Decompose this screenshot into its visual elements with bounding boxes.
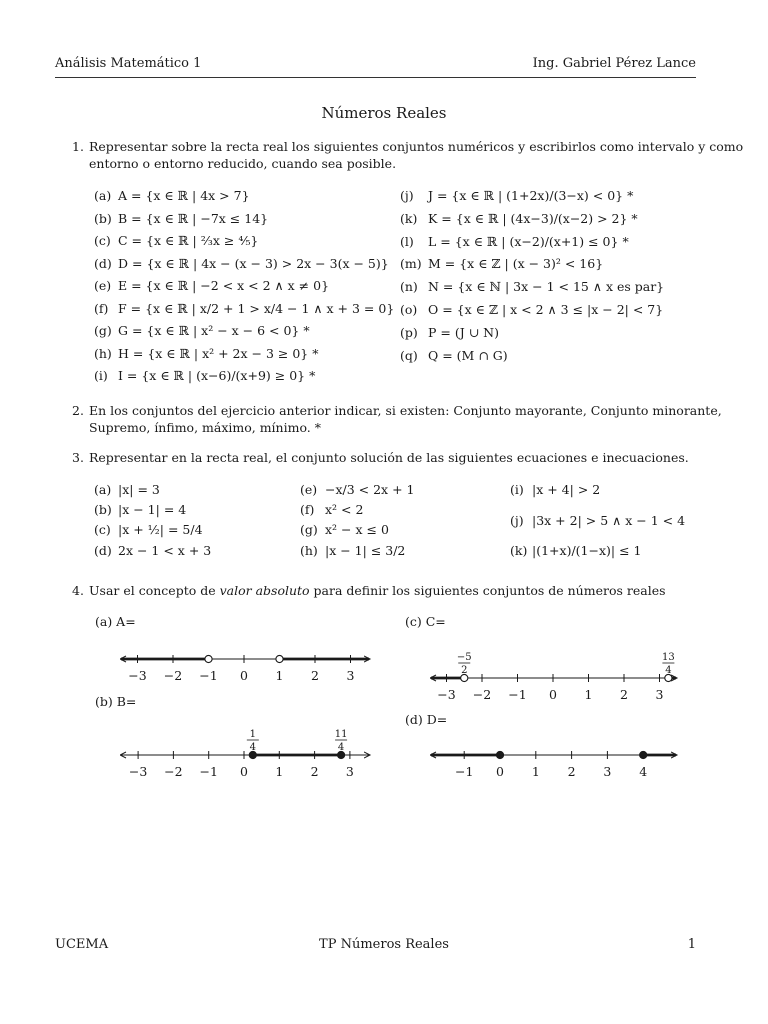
tick-label: −1 — [508, 687, 527, 702]
tick-label: 2 — [311, 668, 319, 683]
tick-label: 2 — [310, 764, 319, 779]
ex1-left-item-expression: I = {x ∈ ℝ | (x−6)/(x+9) ≥ 0} * — [118, 368, 316, 383]
ex1-right-item-expression: J = {x ∈ ℝ | (1+2x)/(3−x) < 0} * — [428, 188, 634, 203]
ex1-right-item-label: (o) — [400, 302, 418, 317]
tick-label: 0 — [549, 687, 557, 702]
ex3-item-label: (h) — [300, 543, 318, 558]
tick-label: 0 — [240, 764, 248, 779]
tick-label: 3 — [655, 687, 664, 702]
ex1-right-item-label: (q) — [400, 347, 418, 363]
ex1-left-item-label: (e) — [94, 278, 112, 293]
ex1-right-item-label: (j) — [400, 188, 414, 203]
tick-label: 2 — [620, 687, 628, 702]
ex4-c-label: (c) C= — [405, 614, 446, 629]
ex3-item-label: (i) — [510, 482, 524, 497]
ex3-item-label: (a) — [94, 482, 112, 497]
ex1-right-item-label: (n) — [400, 279, 418, 295]
number-line-b — [120, 729, 370, 779]
ex2-number: 2. — [72, 403, 84, 418]
open-endpoint — [205, 655, 212, 662]
ex3-item-expression: |x + 4| > 2 — [532, 482, 601, 497]
ex1-right-item-expression: Q = (M ∩ G) — [428, 347, 508, 363]
ex3-item-expression: |(1+x)/(1−x)| ≤ 1 — [532, 543, 642, 558]
fraction-numerator: 11 — [334, 729, 348, 740]
ex1-text-line2: entorno o entorno reducido, cuando sea posible. — [89, 156, 397, 171]
ex3-item-expression: x² < 2 — [325, 502, 364, 517]
ex1-left-item-label: (c) — [94, 233, 111, 248]
ex1-left-item-expression: B = {x ∈ ℝ | −7x ≤ 14} — [118, 210, 269, 226]
ex1-right-item-expression: N = {x ∈ ℕ | 3x − 1 < 15 ∧ x es par} — [428, 279, 665, 295]
tick-label: 1 — [275, 668, 284, 683]
tick-label: −2 — [164, 764, 183, 779]
ex1-left-item-label: (d) — [94, 255, 112, 271]
tick-label: −1 — [199, 668, 218, 683]
ex1-right-item-label: (p) — [400, 324, 418, 340]
ex3-item-label: (c) — [94, 522, 111, 537]
tick-label: −2 — [163, 668, 183, 683]
footer-title: TP Números Reales — [319, 937, 449, 952]
fraction-denominator: 4 — [249, 742, 257, 753]
ex3-item-label: (d) — [94, 543, 112, 558]
ex1-left-item-expression: C = {x ∈ ℝ | ⅔x ≥ ⅘} — [118, 233, 259, 248]
ex1-right-item-label: (k) — [400, 210, 418, 226]
ex1-left-item-expression: F = {x ∈ ℝ | x/2 + 1 > x/4 − 1 ∧ x + 3 = 0} — [118, 300, 395, 316]
ex1-right-item-expression: K = {x ∈ ℝ | (4x−3)/(x−2) > 2} * — [428, 210, 638, 226]
page-title: Números Reales — [321, 104, 447, 122]
ex1-right-item-expression: L = {x ∈ ℝ | (x−2)/(x+1) ≤ 0} * — [428, 233, 629, 249]
ex3-number: 3. — [72, 450, 84, 465]
ex1-left-item-expression: G = {x ∈ ℝ | x² − x − 6 < 0} * — [118, 323, 310, 338]
fraction-numerator: −5 — [456, 652, 472, 663]
ex1-right-item-label: (m) — [400, 256, 422, 272]
tick-label: −1 — [199, 764, 218, 779]
number-line-a — [120, 655, 370, 683]
ex4-d-label: (d) D= — [405, 712, 448, 727]
ex1-right-item-expression: P = (J ∪ N) — [428, 324, 499, 340]
ex3-item-label: (e) — [300, 482, 318, 497]
closed-endpoint — [640, 751, 647, 758]
ex3-item-expression: |x − 1| = 4 — [118, 502, 187, 517]
ex1-number: 1. — [72, 139, 84, 154]
ex2-text-line2: Supremo, ínfimo, máximo, mínimo. * — [89, 420, 321, 435]
ex3-item-label: (j) — [510, 513, 524, 528]
tick-label: 1 — [275, 764, 284, 779]
ex1-left-item-label: (i) — [94, 368, 108, 383]
tick-label: 0 — [496, 764, 504, 779]
fraction-numerator: 13 — [662, 652, 675, 663]
ex4-text-italic: valor absoluto — [219, 583, 310, 598]
tick-label: −3 — [437, 687, 456, 702]
ex1-left-item-label: (b) — [94, 210, 112, 226]
ex2-text-line1: En los conjuntos del ejercicio anterior indicar, si existen: Conjunto mayorante, Conjunto minorante, — [89, 403, 722, 418]
tick-label: 0 — [240, 668, 248, 683]
tick-label: 3 — [603, 764, 612, 779]
ex3-item-label: (f) — [300, 502, 315, 517]
ex1-left-item-expression: E = {x ∈ ℝ | −2 < x < 2 ∧ x ≠ 0} — [118, 278, 330, 293]
tick-label: −1 — [454, 764, 474, 779]
tick-label: −3 — [128, 764, 148, 779]
ex1-left-item-label: (g) — [94, 323, 112, 338]
ex4-b-label: (b) B= — [95, 694, 137, 709]
tick-label: 4 — [639, 764, 648, 779]
ex1-left-item-label: (f) — [94, 300, 109, 316]
ex1-left-item-expression: A = {x ∈ ℝ | 4x > 7} — [118, 188, 250, 203]
number-line-c — [430, 652, 677, 702]
ex3-item-expression: −x/3 < 2x + 1 — [325, 482, 415, 497]
footer-page-number: 1 — [687, 937, 696, 952]
ex1-left-item-expression: H = {x ∈ ℝ | x² + 2x − 3 ≥ 0} * — [118, 345, 319, 361]
ex3-item-expression: x² − x ≤ 0 — [325, 522, 389, 537]
ex1-text-line1: Representar sobre la recta real los siguientes conjuntos numéricos y escribirlos como intervalo y como — [89, 139, 744, 154]
ex4-number: 4. — [72, 583, 84, 598]
ex4-a-label: (a) A= — [95, 614, 136, 629]
tick-label: 3 — [346, 668, 355, 683]
header-course: Análisis Matemático 1 — [55, 56, 202, 71]
fraction-numerator: 1 — [249, 729, 257, 740]
tick-label: 1 — [531, 764, 540, 779]
ex3-item-expression: |x| = 3 — [118, 482, 160, 497]
open-endpoint — [276, 655, 283, 662]
ex1-left-item-expression: D = {x ∈ ℝ | 4x − (x − 3) > 2x − 3(x − 5)} — [118, 255, 389, 271]
ex3-item-expression: |x − 1| ≤ 3/2 — [325, 543, 406, 558]
tick-label: 1 — [584, 687, 593, 702]
ex1-left-item-label: (h) — [94, 345, 112, 361]
header-author: Ing. Gabriel Pérez Lance — [532, 56, 696, 71]
ex3-text: Representar en la recta real, el conjunto solución de las siguientes ecuaciones e inecuaciones. — [89, 450, 689, 465]
tick-label: −3 — [128, 668, 147, 683]
closed-endpoint — [496, 751, 503, 758]
ex1-right-item-expression: O = {x ∈ ℤ | x < 2 ∧ 3 ≤ |x − 2| < 7} — [428, 302, 664, 317]
ex1-left-item-label: (a) — [94, 188, 112, 203]
ex3-item-expression: |x + ½| = 5/4 — [118, 522, 203, 537]
ex1-right-item-label: (l) — [400, 233, 414, 249]
tick-label: −2 — [472, 687, 492, 702]
fraction-denominator: 4 — [337, 742, 345, 753]
ex3-item-label: (b) — [94, 502, 112, 517]
fraction-denominator: 2 — [461, 665, 468, 676]
ex3-item-expression: |3x + 2| > 5 ∧ x − 1 < 4 — [532, 513, 686, 528]
number-line-d — [430, 751, 677, 779]
fraction-denominator: 4 — [665, 665, 672, 676]
ex4-text-after: para definir los siguientes conjuntos de números reales — [309, 583, 666, 598]
ex4-text-before: Usar el concepto de — [89, 583, 220, 598]
tick-label: 3 — [345, 764, 354, 779]
ex3-item-label: (g) — [300, 522, 318, 537]
ex3-item-label: (k) — [510, 543, 528, 558]
ex1-right-item-expression: M = {x ∈ ℤ | (x − 3)² < 16} — [428, 256, 604, 272]
ex3-item-expression: 2x − 1 < x + 3 — [118, 543, 212, 558]
footer-institution: UCEMA — [55, 937, 109, 952]
tick-label: 2 — [567, 764, 576, 779]
